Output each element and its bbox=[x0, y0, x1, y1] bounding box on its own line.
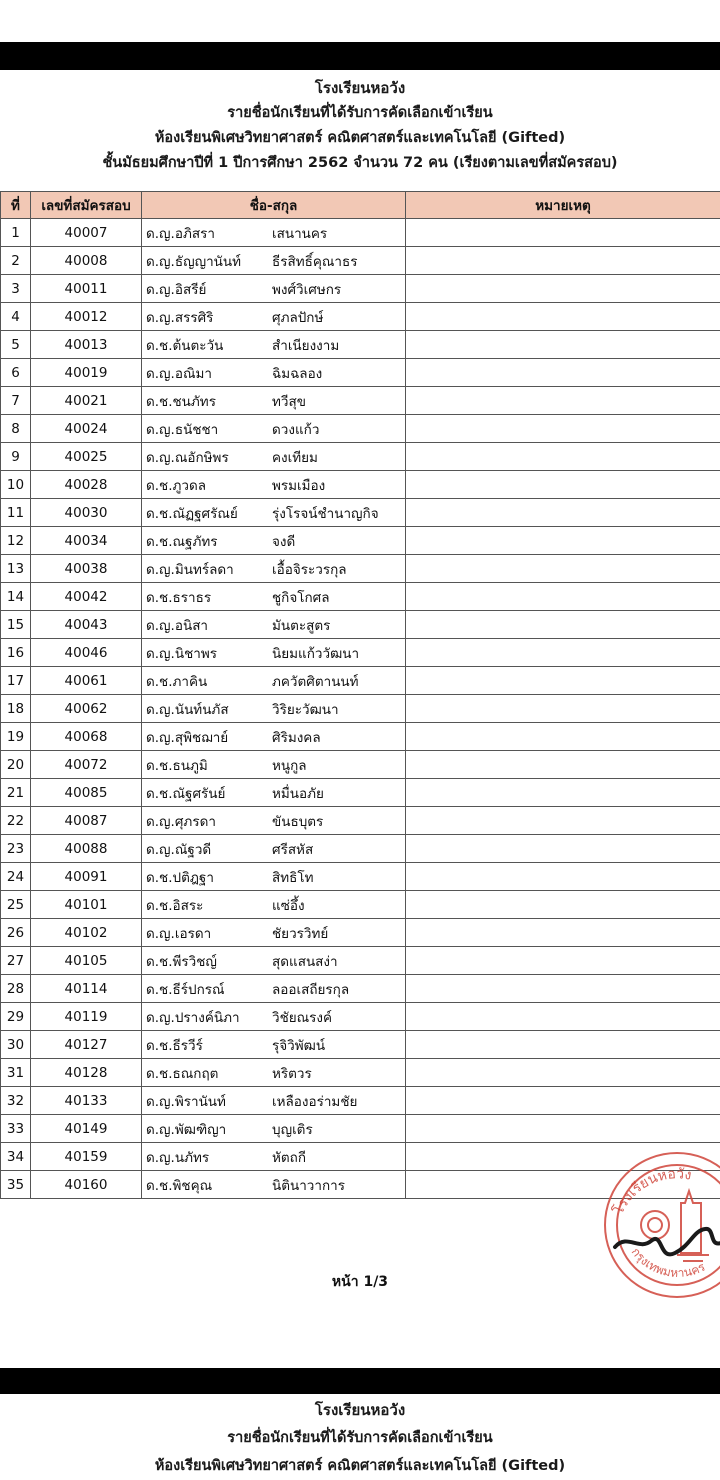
student-name bbox=[142, 975, 406, 1003]
row-number: 33 bbox=[1, 1115, 31, 1143]
application-number: 40133 bbox=[31, 1087, 142, 1115]
table-row bbox=[1, 611, 720, 639]
school-name-p2: โรงเรียนหอวัง bbox=[314, 1401, 406, 1419]
application-number: 40034 bbox=[31, 527, 142, 555]
student-first-name: ด.ญ.อนิสา bbox=[146, 617, 209, 634]
student-name bbox=[142, 331, 406, 359]
remark-cell bbox=[406, 275, 720, 303]
table-row bbox=[1, 387, 720, 415]
seal-bottom-text: กรุงเทพมหานคร bbox=[628, 1245, 708, 1281]
student-name bbox=[142, 1031, 406, 1059]
application-number: 40085 bbox=[31, 779, 142, 807]
student-first-name: ด.ญ.ธัญญานันท์ bbox=[146, 253, 242, 270]
remark-cell bbox=[406, 527, 720, 555]
row-number: 29 bbox=[1, 1003, 31, 1031]
remark-cell bbox=[406, 359, 720, 387]
application-number: 40025 bbox=[31, 443, 142, 471]
seal-top-text: โรงเรียนหอวัง bbox=[610, 1166, 693, 1218]
remark-cell bbox=[406, 443, 720, 471]
student-last-name: มันตะสูตร bbox=[272, 617, 331, 634]
student-last-name: ศิริมงคล bbox=[272, 729, 321, 746]
student-name bbox=[142, 723, 406, 751]
student-last-name: นิยมแก้ววัฒนา bbox=[272, 645, 360, 662]
application-number: 40038 bbox=[31, 555, 142, 583]
table-row bbox=[1, 723, 720, 751]
student-last-name: จงดี bbox=[272, 533, 296, 550]
student-name bbox=[142, 919, 406, 947]
student-name bbox=[142, 219, 406, 247]
viewer-top-bar bbox=[0, 42, 720, 70]
row-number: 23 bbox=[1, 835, 31, 863]
row-number: 32 bbox=[1, 1087, 31, 1115]
row-number: 2 bbox=[1, 247, 31, 275]
student-last-name: หนูกูล bbox=[272, 757, 307, 774]
program-title: ห้องเรียนพิเศษวิทยาศาสตร์ คณิตศาสตร์และเทคโนโลยี (Gifted) bbox=[154, 130, 566, 146]
student-last-name: ลออเสถียรกุล bbox=[272, 981, 350, 998]
student-table bbox=[0, 191, 720, 1199]
row-number: 35 bbox=[1, 1171, 31, 1199]
application-number: 40159 bbox=[31, 1143, 142, 1171]
student-first-name: ด.ช.พีรวิชญ์ bbox=[146, 953, 217, 970]
student-last-name: นิตินาวาการ bbox=[272, 1177, 345, 1194]
student-name bbox=[142, 835, 406, 863]
student-first-name: ด.ญ.ธนัชชา bbox=[146, 421, 219, 438]
application-number: 40011 bbox=[31, 275, 142, 303]
student-first-name: ด.ญ.อิสรีย์ bbox=[146, 281, 207, 298]
student-first-name: ด.ช.ณัฏฐศรัณย์ bbox=[146, 505, 238, 522]
table-row bbox=[1, 975, 720, 1003]
application-number: 40062 bbox=[31, 695, 142, 723]
student-first-name: ด.ญ.เอรดา bbox=[146, 925, 212, 942]
student-first-name: ด.ช.ต้นตะวัน bbox=[146, 337, 224, 354]
viewer-page-separator bbox=[0, 1368, 720, 1394]
table-row bbox=[1, 1003, 720, 1031]
remark-cell bbox=[406, 303, 720, 331]
student-last-name: หมื่นอภัย bbox=[272, 785, 324, 802]
page-number: หน้า 1/3 bbox=[331, 1274, 389, 1290]
school-name: โรงเรียนหอวัง bbox=[314, 79, 406, 97]
school-seal-stamp bbox=[597, 1143, 720, 1303]
student-first-name: ด.ช.พิชคุณ bbox=[146, 1177, 213, 1194]
remark-cell bbox=[406, 387, 720, 415]
student-last-name: แซ่อึ้ง bbox=[272, 897, 305, 914]
row-number: 17 bbox=[1, 667, 31, 695]
student-first-name: ด.ช.ณัฐศรันย์ bbox=[146, 785, 226, 802]
student-name bbox=[142, 751, 406, 779]
remark-cell bbox=[406, 863, 720, 891]
remark-cell bbox=[406, 1059, 720, 1087]
table-row bbox=[1, 639, 720, 667]
student-name bbox=[142, 807, 406, 835]
student-first-name: ด.ญ.พิรานันท์ bbox=[146, 1093, 226, 1110]
row-number: 15 bbox=[1, 611, 31, 639]
student-first-name: ด.ญ.อภิสรา bbox=[146, 225, 215, 242]
remark-cell bbox=[406, 667, 720, 695]
document-page-2 bbox=[0, 1394, 720, 1480]
application-number: 40061 bbox=[31, 667, 142, 695]
application-number: 40105 bbox=[31, 947, 142, 975]
row-number: 10 bbox=[1, 471, 31, 499]
remark-cell bbox=[406, 807, 720, 835]
student-first-name: ด.ญ.พัฒฑิญา bbox=[146, 1121, 227, 1138]
application-number: 40072 bbox=[31, 751, 142, 779]
row-number: 24 bbox=[1, 863, 31, 891]
remark-cell bbox=[406, 1087, 720, 1115]
table-row bbox=[1, 667, 720, 695]
student-name bbox=[142, 247, 406, 275]
page-2-header bbox=[0, 1396, 720, 1480]
student-first-name: ด.ญ.ณอักษิพร bbox=[146, 449, 229, 466]
student-name bbox=[142, 583, 406, 611]
student-last-name: รุจิวิพัฒน์ bbox=[272, 1037, 326, 1054]
student-first-name: ด.ญ.สรรศิริ bbox=[146, 309, 214, 326]
student-first-name: ด.ช.ธราธร bbox=[146, 589, 212, 606]
application-number: 40127 bbox=[31, 1031, 142, 1059]
student-last-name: บุญเติร bbox=[272, 1121, 313, 1138]
student-last-name: เหลืองอร่ามชัย bbox=[272, 1093, 358, 1110]
remark-cell bbox=[406, 583, 720, 611]
student-name bbox=[142, 359, 406, 387]
student-last-name: คงเทียม bbox=[272, 449, 318, 466]
program-title-p2: ห้องเรียนพิเศษวิทยาศาสตร์ คณิตศาสตร์และเทคโนโลยี (Gifted) bbox=[154, 1458, 566, 1474]
row-number: 26 bbox=[1, 919, 31, 947]
col-name-header: ชื่อ-สกุล bbox=[142, 192, 406, 219]
table-row bbox=[1, 807, 720, 835]
remark-cell bbox=[406, 499, 720, 527]
student-last-name: ศรีสหัส bbox=[272, 841, 314, 858]
application-number: 40028 bbox=[31, 471, 142, 499]
table-row bbox=[1, 443, 720, 471]
row-number: 21 bbox=[1, 779, 31, 807]
table-row bbox=[1, 779, 720, 807]
application-number: 40030 bbox=[31, 499, 142, 527]
student-name bbox=[142, 779, 406, 807]
table-row bbox=[1, 359, 720, 387]
student-name bbox=[142, 695, 406, 723]
student-last-name: เสนานคร bbox=[272, 225, 328, 242]
remark-cell bbox=[406, 331, 720, 359]
student-name bbox=[142, 891, 406, 919]
list-subtitle-p2: รายชื่อนักเรียนที่ได้รับการคัดเลือกเข้าเรียน bbox=[227, 1430, 493, 1446]
table-row bbox=[1, 555, 720, 583]
student-first-name: ด.ญ.ศุภรดา bbox=[146, 813, 216, 830]
remark-cell bbox=[406, 471, 720, 499]
row-number: 18 bbox=[1, 695, 31, 723]
student-name bbox=[142, 1115, 406, 1143]
student-first-name: ด.ช.ภาคิน bbox=[146, 673, 208, 690]
student-last-name: สิทธิโท bbox=[272, 869, 314, 886]
remark-cell bbox=[406, 555, 720, 583]
table-row bbox=[1, 835, 720, 863]
student-name bbox=[142, 863, 406, 891]
student-first-name: ด.ญ.อณิมา bbox=[146, 365, 212, 382]
row-number: 34 bbox=[1, 1143, 31, 1171]
student-name bbox=[142, 1143, 406, 1171]
table-row bbox=[1, 219, 720, 247]
student-last-name: หัตถกี bbox=[272, 1149, 307, 1166]
application-number: 40013 bbox=[31, 331, 142, 359]
remark-cell bbox=[406, 835, 720, 863]
student-last-name: พรมเมือง bbox=[272, 477, 326, 494]
student-name bbox=[142, 1171, 406, 1199]
student-first-name: ด.ญ.มินทร์ลดา bbox=[146, 561, 234, 578]
student-first-name: ด.ช.ธีร์ปกรณ์ bbox=[146, 981, 225, 998]
row-number: 7 bbox=[1, 387, 31, 415]
row-number: 9 bbox=[1, 443, 31, 471]
student-last-name: ธีรสิทธิ์คุณาธร bbox=[272, 253, 358, 270]
table-row bbox=[1, 527, 720, 555]
remark-cell bbox=[406, 1031, 720, 1059]
application-number: 40101 bbox=[31, 891, 142, 919]
student-last-name: ชูกิจโกศล bbox=[272, 589, 330, 606]
student-last-name: เอื้อจิระวรกุล bbox=[272, 561, 347, 578]
col-app-header: เลขที่สมัครสอบ bbox=[31, 192, 142, 219]
table-row bbox=[1, 919, 720, 947]
table-row bbox=[1, 1059, 720, 1087]
remark-cell bbox=[406, 779, 720, 807]
student-last-name: ขันธบุตร bbox=[272, 813, 324, 830]
row-number: 19 bbox=[1, 723, 31, 751]
row-number: 1 bbox=[1, 219, 31, 247]
student-first-name: ด.ช.อิสระ bbox=[146, 897, 204, 914]
remark-cell bbox=[406, 919, 720, 947]
student-first-name: ด.ญ.นันท์นภัส bbox=[146, 701, 229, 718]
student-first-name: ด.ญ.นิชาพร bbox=[146, 645, 217, 662]
table-header-row bbox=[1, 192, 720, 219]
row-number: 14 bbox=[1, 583, 31, 611]
remark-cell bbox=[406, 751, 720, 779]
table-row bbox=[1, 863, 720, 891]
application-number: 40012 bbox=[31, 303, 142, 331]
student-last-name: ภควัตศิตานนท์ bbox=[272, 673, 359, 690]
remark-cell bbox=[406, 611, 720, 639]
row-number: 8 bbox=[1, 415, 31, 443]
table-row bbox=[1, 331, 720, 359]
student-name bbox=[142, 1087, 406, 1115]
application-number: 40019 bbox=[31, 359, 142, 387]
row-number: 12 bbox=[1, 527, 31, 555]
student-name bbox=[142, 667, 406, 695]
remark-cell bbox=[406, 891, 720, 919]
student-name bbox=[142, 471, 406, 499]
application-number: 40021 bbox=[31, 387, 142, 415]
table-row bbox=[1, 303, 720, 331]
row-number: 4 bbox=[1, 303, 31, 331]
application-number: 40008 bbox=[31, 247, 142, 275]
table-row bbox=[1, 1115, 720, 1143]
row-number: 16 bbox=[1, 639, 31, 667]
table-row bbox=[1, 1031, 720, 1059]
table-row bbox=[1, 275, 720, 303]
student-first-name: ด.ช.ณฐภัทร bbox=[146, 533, 218, 550]
application-number: 40119 bbox=[31, 1003, 142, 1031]
row-number: 6 bbox=[1, 359, 31, 387]
application-number: 40087 bbox=[31, 807, 142, 835]
student-last-name: หริตวร bbox=[272, 1065, 312, 1082]
student-name bbox=[142, 387, 406, 415]
student-name bbox=[142, 443, 406, 471]
student-first-name: ด.ญ.นภัทร bbox=[146, 1149, 210, 1166]
row-number: 27 bbox=[1, 947, 31, 975]
application-number: 40007 bbox=[31, 219, 142, 247]
student-last-name: ดวงแก้ว bbox=[272, 421, 320, 438]
student-first-name: ด.ช.ธนภูมิ bbox=[146, 757, 208, 774]
list-subtitle: รายชื่อนักเรียนที่ได้รับการคัดเลือกเข้าเรียน bbox=[227, 105, 493, 121]
row-number: 28 bbox=[1, 975, 31, 1003]
table-row bbox=[1, 695, 720, 723]
row-number: 22 bbox=[1, 807, 31, 835]
application-number: 40043 bbox=[31, 611, 142, 639]
student-last-name: รุ่งโรจน์ชำนาญกิจ bbox=[272, 505, 379, 522]
application-number: 40046 bbox=[31, 639, 142, 667]
row-number: 11 bbox=[1, 499, 31, 527]
application-number: 40042 bbox=[31, 583, 142, 611]
student-name bbox=[142, 555, 406, 583]
remark-cell bbox=[406, 247, 720, 275]
student-first-name: ด.ญ.สุพิชฌาย์ bbox=[146, 729, 229, 746]
row-number: 5 bbox=[1, 331, 31, 359]
table-row bbox=[1, 947, 720, 975]
student-last-name: วิชัยณรงค์ bbox=[272, 1009, 333, 1026]
student-first-name: ด.ช.ปติฎฐา bbox=[146, 869, 214, 886]
application-number: 40114 bbox=[31, 975, 142, 1003]
student-name bbox=[142, 303, 406, 331]
student-name bbox=[142, 415, 406, 443]
student-first-name: ด.ช.ธีรวีร์ bbox=[146, 1037, 203, 1054]
student-first-name: ด.ช.ธณกฤต bbox=[146, 1065, 219, 1082]
student-first-name: ด.ช.ชนภัทร bbox=[146, 393, 216, 410]
student-name bbox=[142, 1059, 406, 1087]
row-number: 3 bbox=[1, 275, 31, 303]
row-number: 30 bbox=[1, 1031, 31, 1059]
student-name bbox=[142, 611, 406, 639]
student-name bbox=[142, 275, 406, 303]
application-number: 40068 bbox=[31, 723, 142, 751]
student-last-name: สุดแสนสง่า bbox=[272, 953, 338, 970]
table-row bbox=[1, 891, 720, 919]
student-name bbox=[142, 527, 406, 555]
row-number: 13 bbox=[1, 555, 31, 583]
application-number: 40128 bbox=[31, 1059, 142, 1087]
student-first-name: ด.ช.ภูวดล bbox=[146, 477, 207, 494]
table-row bbox=[1, 751, 720, 779]
student-name bbox=[142, 499, 406, 527]
student-name bbox=[142, 639, 406, 667]
remark-cell bbox=[406, 1115, 720, 1143]
remark-cell bbox=[406, 1003, 720, 1031]
remark-cell bbox=[406, 415, 720, 443]
student-name bbox=[142, 1003, 406, 1031]
student-first-name: ด.ญ.ณัฐวดี bbox=[146, 841, 212, 858]
col-no-header: ที่ bbox=[1, 192, 31, 219]
table-row bbox=[1, 471, 720, 499]
page-1-header bbox=[0, 76, 720, 176]
row-number: 25 bbox=[1, 891, 31, 919]
application-number: 40091 bbox=[31, 863, 142, 891]
student-last-name: ฉิมฉลอง bbox=[272, 365, 323, 382]
table-row bbox=[1, 247, 720, 275]
row-number: 31 bbox=[1, 1059, 31, 1087]
student-last-name: ทวีสุข bbox=[272, 393, 306, 410]
remark-cell bbox=[406, 947, 720, 975]
student-last-name: สำเนียงงาม bbox=[272, 337, 340, 354]
remark-cell bbox=[406, 695, 720, 723]
application-number: 40102 bbox=[31, 919, 142, 947]
application-number: 40149 bbox=[31, 1115, 142, 1143]
table-row bbox=[1, 583, 720, 611]
application-number: 40088 bbox=[31, 835, 142, 863]
student-last-name: พงศ์วิเศษกร bbox=[272, 281, 342, 298]
row-number: 20 bbox=[1, 751, 31, 779]
student-last-name: วิริยะวัฒนา bbox=[272, 701, 339, 718]
remark-cell bbox=[406, 723, 720, 751]
remark-cell bbox=[406, 219, 720, 247]
student-first-name: ด.ญ.ปรางค์นิภา bbox=[146, 1009, 240, 1026]
level-title: ชั้นมัธยมศึกษาปีที่ 1 ปีการศึกษา 2562 จำนวน 72 คน (เรียงตามเลขที่สมัครสอบ) bbox=[102, 155, 618, 171]
student-last-name: ชัยวรวิทย์ bbox=[272, 925, 329, 942]
application-number: 40024 bbox=[31, 415, 142, 443]
col-remark-header: หมายเหตุ bbox=[406, 192, 720, 219]
table-row bbox=[1, 415, 720, 443]
student-name bbox=[142, 947, 406, 975]
student-last-name: ศุภลปักษ์ bbox=[272, 309, 324, 326]
application-number: 40160 bbox=[31, 1171, 142, 1199]
remark-cell bbox=[406, 975, 720, 1003]
table-row bbox=[1, 1087, 720, 1115]
remark-cell bbox=[406, 639, 720, 667]
table-row bbox=[1, 499, 720, 527]
